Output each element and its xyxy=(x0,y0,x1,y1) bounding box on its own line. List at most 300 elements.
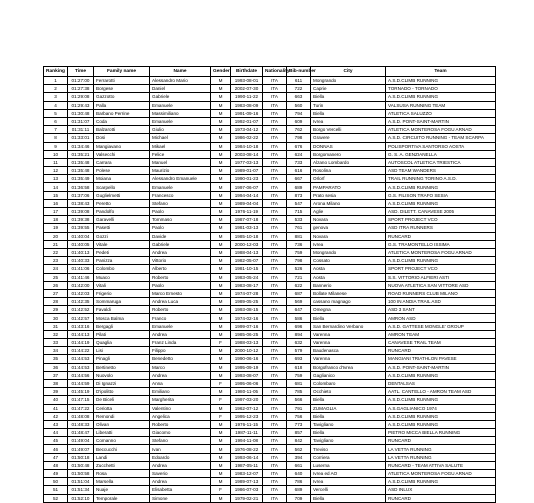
cell-name: Margherita xyxy=(150,396,211,404)
cell-team: MANGIANI TRIATHLON PAVESE xyxy=(386,355,496,363)
cell-team: 100 IN ANDIA TRAIL ASD xyxy=(386,298,496,306)
table-row xyxy=(44,93,496,101)
cell-birthdate: 2003-08-14 xyxy=(231,150,263,158)
cell-nationality: ITA xyxy=(263,388,287,396)
cell-team: CANAVESE TRAIL TEAM xyxy=(386,339,496,347)
cell-bib-number: 733 xyxy=(287,158,311,166)
cell-gender: M xyxy=(211,257,231,265)
cell-family-name: Pilati xyxy=(94,330,150,338)
cell-time: 01:44:19 xyxy=(68,339,94,347)
cell-birthdate: 1988-03-13 xyxy=(231,339,263,347)
cell-city: Ivrea xyxy=(311,478,386,486)
header-family-name: Family name xyxy=(94,67,150,77)
cell-ranking: 33 xyxy=(44,339,68,347)
cell-birthdate: 1999-07-16 xyxy=(231,322,263,330)
cell-ranking: 18 xyxy=(44,216,68,224)
cell-bib-number: 798 xyxy=(287,134,311,142)
table-row xyxy=(44,265,496,273)
table-row xyxy=(44,142,496,150)
cell-city: Varenna xyxy=(311,330,386,338)
cell-ranking: 32 xyxy=(44,330,68,338)
cell-name: Andrea xyxy=(150,248,211,256)
cell-name: Francesco xyxy=(150,191,211,199)
header-birthdate: Birthdate xyxy=(231,67,263,77)
cell-nationality: ITA xyxy=(263,191,287,199)
cell-family-name: Nuovolo xyxy=(94,371,150,379)
cell-birthdate: 1993-06-14 xyxy=(231,453,263,461)
cell-city: Ivrea ed AO xyxy=(311,470,386,478)
cell-gender: M xyxy=(211,322,231,330)
cell-ranking: 14 xyxy=(44,183,68,191)
cell-city: San Bernardino Verbano xyxy=(311,322,386,330)
cell-nationality: ITA xyxy=(263,257,287,265)
cell-city: Alzano Lombardo xyxy=(311,158,386,166)
cell-family-name: Moiana xyxy=(94,175,150,183)
cell-ranking: 4 xyxy=(44,101,68,109)
table-row xyxy=(44,216,496,224)
cell-family-name: Guglielmetti xyxy=(94,191,150,199)
cell-birthdate: 1995-12-23 xyxy=(231,412,263,420)
cell-team: RUNCARD - TEAM ATTIVA SALUTE xyxy=(386,461,496,469)
cell-birthdate: 1977-03-13 xyxy=(231,158,263,166)
cell-birthdate: 1976-11-19 xyxy=(231,208,263,216)
cell-team: RUNCARD xyxy=(386,232,496,240)
cell-ranking: 5 xyxy=(44,109,68,117)
cell-name: Maurizio xyxy=(150,167,211,175)
cell-birthdate: 1981-03-13 xyxy=(231,224,263,232)
cell-city: Orlorf xyxy=(311,175,386,183)
cell-bib-number: 715 xyxy=(287,208,311,216)
cell-birthdate: 1993-08-01 xyxy=(231,77,263,85)
cell-name: Daniel xyxy=(150,85,211,93)
table-header-row xyxy=(44,67,496,77)
cell-ranking: 16 xyxy=(44,199,68,207)
cell-city: Corriera xyxy=(311,453,386,461)
cell-time: 01:40:04 xyxy=(68,232,94,240)
cell-name: Felice xyxy=(150,150,211,158)
cell-nationality: ITA xyxy=(263,142,287,150)
cell-city: Varenna xyxy=(311,355,386,363)
cell-bib-number: 759 xyxy=(287,371,311,379)
cell-birthdate: 1991-09-16 xyxy=(231,109,263,117)
cell-family-name: Zucchetti xyxy=(94,461,150,469)
table-row xyxy=(44,109,496,117)
cell-team: ASD INLUX xyxy=(386,486,496,494)
cell-birthdate: 1993-08-15 xyxy=(231,306,263,314)
cell-nationality: ITA xyxy=(263,77,287,85)
cell-birthdate: 1987-07-18 xyxy=(231,216,263,224)
cell-nationality: ITA xyxy=(263,396,287,404)
cell-name: Manuel xyxy=(150,158,211,166)
cell-team: ASD ITRA RUNNERS xyxy=(386,224,496,232)
cell-ranking: 29 xyxy=(44,306,68,314)
cell-time: 01:42:52 xyxy=(68,306,94,314)
cell-nationality: ITA xyxy=(263,478,287,486)
cell-city: Borgomanero xyxy=(311,150,386,158)
cell-gender: M xyxy=(211,93,231,101)
cell-ranking: 48 xyxy=(44,461,68,469)
cell-birthdate: 1974-02-16 xyxy=(231,314,263,322)
cell-ranking: 52 xyxy=(44,494,68,502)
cell-nationality: ITA xyxy=(263,117,287,125)
cell-team: ATLETICA MONTEROSA FOGU ARNAD xyxy=(386,248,496,256)
cell-bib-number: 676 xyxy=(287,142,311,150)
cell-time: 01:43:16 xyxy=(68,322,94,330)
cell-bib-number: 873 xyxy=(287,191,311,199)
cell-time: 01:44:53 xyxy=(68,363,94,371)
cell-city: Mongrando xyxy=(311,77,386,85)
cell-bib-number: 693 xyxy=(287,355,311,363)
table-row xyxy=(44,175,496,183)
table-row xyxy=(44,158,496,166)
cell-family-name: Favaldi xyxy=(94,306,150,314)
header-city: City xyxy=(311,67,386,77)
cell-ranking: 31 xyxy=(44,322,68,330)
cell-ranking: 42 xyxy=(44,412,68,420)
cell-ranking: 30 xyxy=(44,314,68,322)
cell-time: 01:41:46 xyxy=(68,273,94,281)
cell-birthdate: 1997-03-20 xyxy=(231,396,263,404)
cell-bib-number: 696 xyxy=(287,322,311,330)
cell-nationality: ITA xyxy=(263,158,287,166)
cell-team: A.S.D.CLIMB RUNNING xyxy=(386,420,496,428)
cell-time: 01:47:22 xyxy=(68,404,94,412)
cell-time: 01:52:10 xyxy=(68,494,94,502)
table-row xyxy=(44,470,496,478)
cell-time: 01:51:34 xyxy=(68,486,94,494)
cell-bib-number: 759 xyxy=(287,248,311,256)
cell-birthdate: 1962-07-12 xyxy=(231,404,263,412)
cell-time: 01:45:19 xyxy=(68,388,94,396)
cell-bib-number: 547 xyxy=(287,199,311,207)
cell-birthdate: 1995-09-19 xyxy=(231,363,263,371)
cell-nationality: ITA xyxy=(263,461,287,469)
cell-ranking: 25 xyxy=(44,273,68,281)
cell-gender: M xyxy=(211,142,231,150)
cell-time: 01:39:38 xyxy=(68,216,94,224)
cell-time: 01:50:58 xyxy=(68,470,94,478)
cell-bib-number: 762 xyxy=(287,126,311,134)
cell-nationality: ITA xyxy=(263,85,287,93)
cell-time: 01:50:48 xyxy=(68,461,94,469)
table-row xyxy=(44,453,496,461)
cell-name: Emiliano xyxy=(150,388,211,396)
cell-name: Alessandro Emanuele xyxy=(150,175,211,183)
cell-family-name: Colombo xyxy=(94,265,150,273)
cell-city: Tavigliano xyxy=(311,420,386,428)
cell-name: Emanuele xyxy=(150,183,211,191)
header-ranking: Ranking xyxy=(44,67,68,77)
cell-ranking: 22 xyxy=(44,248,68,256)
cell-birthdate: 2002-07-30 xyxy=(231,85,263,93)
cell-time: 01:34:46 xyxy=(68,142,94,150)
cell-bib-number: 785 xyxy=(287,388,311,396)
cell-nationality: ITA xyxy=(263,216,287,224)
cell-family-name: Quaglia xyxy=(94,339,150,347)
cell-birthdate: 1990-01-23 xyxy=(231,175,263,183)
cell-name: Benedetto xyxy=(150,355,211,363)
cell-nationality: ITA xyxy=(263,330,287,338)
cell-nationality: ITA xyxy=(263,339,287,347)
cell-name: Franz Linda xyxy=(150,339,211,347)
cell-ranking: 6 xyxy=(44,117,68,125)
cell-time: 01:39:55 xyxy=(68,224,94,232)
cell-time: 01:35:49 xyxy=(68,175,94,183)
cell-team: G.S. FILISON TRAFO SESIA xyxy=(386,191,496,199)
cell-nationality: ITA xyxy=(263,240,287,248)
cell-ranking: 41 xyxy=(44,404,68,412)
cell-name: Davide xyxy=(150,232,211,240)
cell-time: 01:49:07 xyxy=(68,445,94,453)
cell-family-name: D'ipolitto xyxy=(94,388,150,396)
cell-birthdate: 1985-06-25 xyxy=(231,330,263,338)
cell-nationality: ITA xyxy=(263,208,287,216)
cell-team: ASD. DILETT. CANAVESE 2005 xyxy=(386,208,496,216)
cell-time: 01:44:56 xyxy=(68,371,94,379)
cell-birthdate: 1989-01-07 xyxy=(231,167,263,175)
cell-gender: M xyxy=(211,298,231,306)
table-row xyxy=(44,273,496,281)
cell-time: 01:27:38 xyxy=(68,85,94,93)
cell-bib-number: 560 xyxy=(287,101,311,109)
cell-city: ZUMAGLIA xyxy=(311,404,386,412)
cell-birthdate: 1989-05-25 xyxy=(231,298,263,306)
cell-ranking: 24 xyxy=(44,265,68,273)
cell-bib-number: 881 xyxy=(287,232,311,240)
cell-family-name: Pedeti xyxy=(94,248,150,256)
cell-city: Treviso xyxy=(311,445,386,453)
cell-birthdate: 1981-10-15 xyxy=(231,265,263,273)
cell-ranking: 27 xyxy=(44,289,68,297)
cell-ranking: 19 xyxy=(44,224,68,232)
cell-family-name: Ferrarotti xyxy=(94,77,150,85)
cell-gender: M xyxy=(211,273,231,281)
cell-time: 01:40:13 xyxy=(68,248,94,256)
cell-bib-number: 586 xyxy=(287,314,311,322)
cell-bib-number: 791 xyxy=(287,404,311,412)
table-row xyxy=(44,404,496,412)
cell-birthdate: 1989-04-04 xyxy=(231,199,263,207)
cell-ranking: 8 xyxy=(44,134,68,142)
cell-name: Paolo xyxy=(150,224,211,232)
cell-family-name: Muaco xyxy=(94,273,150,281)
cell-birthdate: 1990-11-22 xyxy=(231,93,263,101)
table-row xyxy=(44,396,496,404)
cell-time: 01:48:47 xyxy=(68,429,94,437)
cell-city: Turin xyxy=(311,101,386,109)
cell-bib-number: 721 xyxy=(287,273,311,281)
table-row xyxy=(44,494,496,502)
cell-team: A.S.D. GATTESE MONGLE' GROUP xyxy=(386,322,496,330)
cell-gender: M xyxy=(211,134,231,142)
table-row xyxy=(44,281,496,289)
cell-nationality: ITA xyxy=(263,429,287,437)
cell-team: PIETRO MICCA BIELLA RUNNING xyxy=(386,429,496,437)
cell-birthdate: 1976-08-22 xyxy=(231,445,263,453)
cell-name: Roberto xyxy=(150,420,211,428)
cell-ranking: 23 xyxy=(44,257,68,265)
cell-time: 01:33:01 xyxy=(68,134,94,142)
cell-ranking: 40 xyxy=(44,396,68,404)
cell-ranking: 35 xyxy=(44,355,68,363)
cell-name: Tommaso xyxy=(150,216,211,224)
cell-gender: M xyxy=(211,191,231,199)
cell-family-name: Gazzotto xyxy=(94,93,150,101)
cell-family-name: Pinagli xyxy=(94,355,150,363)
cell-name: Edoardo xyxy=(150,453,211,461)
cell-nationality: ITA xyxy=(263,109,287,117)
cell-family-name: Gozzi xyxy=(94,232,150,240)
table-row xyxy=(44,77,496,85)
cell-team: AATL. CANTELLO - AMRON TEAM ASD xyxy=(386,388,496,396)
cell-team: A.S.D. PONT-SAINT-MARTIN xyxy=(386,117,496,125)
cell-nationality: ITA xyxy=(263,420,287,428)
cell-city: Gaglianico xyxy=(311,371,386,379)
cell-birthdate: 1994-11-08 xyxy=(231,437,263,445)
cell-family-name: Remondi xyxy=(94,412,150,420)
table-row xyxy=(44,191,496,199)
cell-bib-number: 579 xyxy=(287,347,311,355)
cell-team: NUOVA ATLETICA SAN VITTORE ASD xyxy=(386,281,496,289)
cell-time: 01:35:48 xyxy=(68,158,94,166)
cell-time: 01:42:00 xyxy=(68,281,94,289)
cell-time: 01:44:22 xyxy=(68,347,94,355)
table-row xyxy=(44,322,496,330)
cell-name: Andrea xyxy=(150,371,211,379)
table-row xyxy=(44,412,496,420)
cell-name: Roberto xyxy=(150,273,211,281)
cell-time: 01:35:21 xyxy=(68,150,94,158)
cell-city: Omegna xyxy=(311,306,386,314)
cell-family-name: Pasetti xyxy=(94,224,150,232)
cell-city: Caprie xyxy=(311,85,386,93)
cell-name: Giacomo xyxy=(150,429,211,437)
cell-gender: M xyxy=(211,248,231,256)
cell-name: Andrea xyxy=(150,330,211,338)
cell-family-name: Panizza xyxy=(94,257,150,265)
cell-bib-number: 394 xyxy=(287,453,311,461)
cell-ranking: 38 xyxy=(44,379,68,387)
cell-bib-number: 632 xyxy=(287,339,311,347)
cell-bib-number: 761 xyxy=(287,224,311,232)
cell-birthdate: 1990-06-16 xyxy=(231,355,263,363)
cell-birthdate: 1997-06-07 xyxy=(231,183,263,191)
cell-time: 01:48:08 xyxy=(68,412,94,420)
cell-bib-number: 794 xyxy=(287,109,311,117)
table-row xyxy=(44,101,496,109)
cell-gender: M xyxy=(211,306,231,314)
cell-ranking: 21 xyxy=(44,240,68,248)
cell-birthdate: 1986-02-22 xyxy=(231,134,263,142)
cell-time: 01:49:04 xyxy=(68,437,94,445)
cell-team: TRAIL RUNNING TORINO A.S.D. xyxy=(386,175,496,183)
cell-city: Biella xyxy=(311,494,386,502)
cell-time: 01:47:15 xyxy=(68,396,94,404)
cell-name: Andrea Luca xyxy=(150,298,211,306)
header-nationality: Nationality xyxy=(263,67,287,77)
cell-family-name: Rosa xyxy=(94,470,150,478)
table-row xyxy=(44,420,496,428)
cell-bib-number: 736 xyxy=(287,240,311,248)
table-row xyxy=(44,224,496,232)
cell-ranking: 7 xyxy=(44,126,68,134)
cell-name: Michael xyxy=(150,134,211,142)
cell-family-name: Landi xyxy=(94,453,150,461)
cell-ranking: 3 xyxy=(44,93,68,101)
cell-city: Tavigliano xyxy=(311,437,386,445)
cell-name: Emanuele xyxy=(150,322,211,330)
cell-gender: M xyxy=(211,232,231,240)
cell-time: 01:36:58 xyxy=(68,183,94,191)
cell-nationality: ITA xyxy=(263,101,287,109)
cell-city: Bannerio xyxy=(311,281,386,289)
cell-ranking: 37 xyxy=(44,371,68,379)
cell-birthdate: 2000-12-03 xyxy=(231,240,263,248)
cell-team: A.S.D.CLIMB RUNNING xyxy=(386,183,496,191)
results-table xyxy=(43,66,496,503)
table-row xyxy=(44,388,496,396)
cell-nationality: ITA xyxy=(263,199,287,207)
cell-family-name: Frigerio xyxy=(94,289,150,297)
cell-team: A.S.D.CLIMB RUNNING xyxy=(386,396,496,404)
cell-time: 01:39:08 xyxy=(68,208,94,216)
cell-team: SPORT PROJECT VCO xyxy=(386,216,496,224)
cell-gender: M xyxy=(211,175,231,183)
cell-gender: F xyxy=(211,396,231,404)
cell-family-name: Valsecchi xyxy=(94,150,150,158)
table-row xyxy=(44,248,496,256)
cell-city: Varenna xyxy=(311,339,386,347)
table-row xyxy=(44,167,496,175)
cell-city: DONNAS xyxy=(311,142,386,150)
cell-time: 01:31:07 xyxy=(68,117,94,125)
cell-team: AMRON TEAM xyxy=(386,330,496,338)
header-team: Team xyxy=(386,67,496,77)
cell-family-name: Pandolfo xyxy=(94,208,150,216)
cell-bib-number: 773 xyxy=(287,420,311,428)
cell-birthdate: 1984-10-18 xyxy=(231,142,263,150)
cell-gender: M xyxy=(211,404,231,412)
cell-time: 01:41:06 xyxy=(68,265,94,273)
cell-name: Ivan xyxy=(150,445,211,453)
table-row xyxy=(44,240,496,248)
cell-time: 01:27:00 xyxy=(68,77,94,85)
cell-name: Gabriele xyxy=(150,93,211,101)
cell-bib-number: 842 xyxy=(287,437,311,445)
cell-ranking: 26 xyxy=(44,281,68,289)
table-row xyxy=(44,486,496,494)
cell-nationality: ITA xyxy=(263,175,287,183)
cell-city: Biella xyxy=(311,429,386,437)
cell-nationality: ITA xyxy=(263,134,287,142)
cell-team: VALSUSA RUNNING TEAM xyxy=(386,101,496,109)
cell-name: Andrea xyxy=(150,461,211,469)
table-row xyxy=(44,134,496,142)
table-row xyxy=(44,461,496,469)
cell-name: Paolo xyxy=(150,208,211,216)
table-row xyxy=(44,355,496,363)
cell-city: Borgofranco d'Ivrea xyxy=(311,363,386,371)
cell-city: Occhieto xyxy=(311,388,386,396)
cell-team: A.S.D.CLIMB RUNNING xyxy=(386,371,496,379)
cell-bib-number: 663 xyxy=(287,93,311,101)
cell-gender: M xyxy=(211,208,231,216)
cell-nationality: ITA xyxy=(263,453,287,461)
cell-city: Cossato xyxy=(311,257,386,265)
cell-bib-number: 526 xyxy=(287,265,311,273)
cell-gender: M xyxy=(211,150,231,158)
cell-gender: M xyxy=(211,363,231,371)
